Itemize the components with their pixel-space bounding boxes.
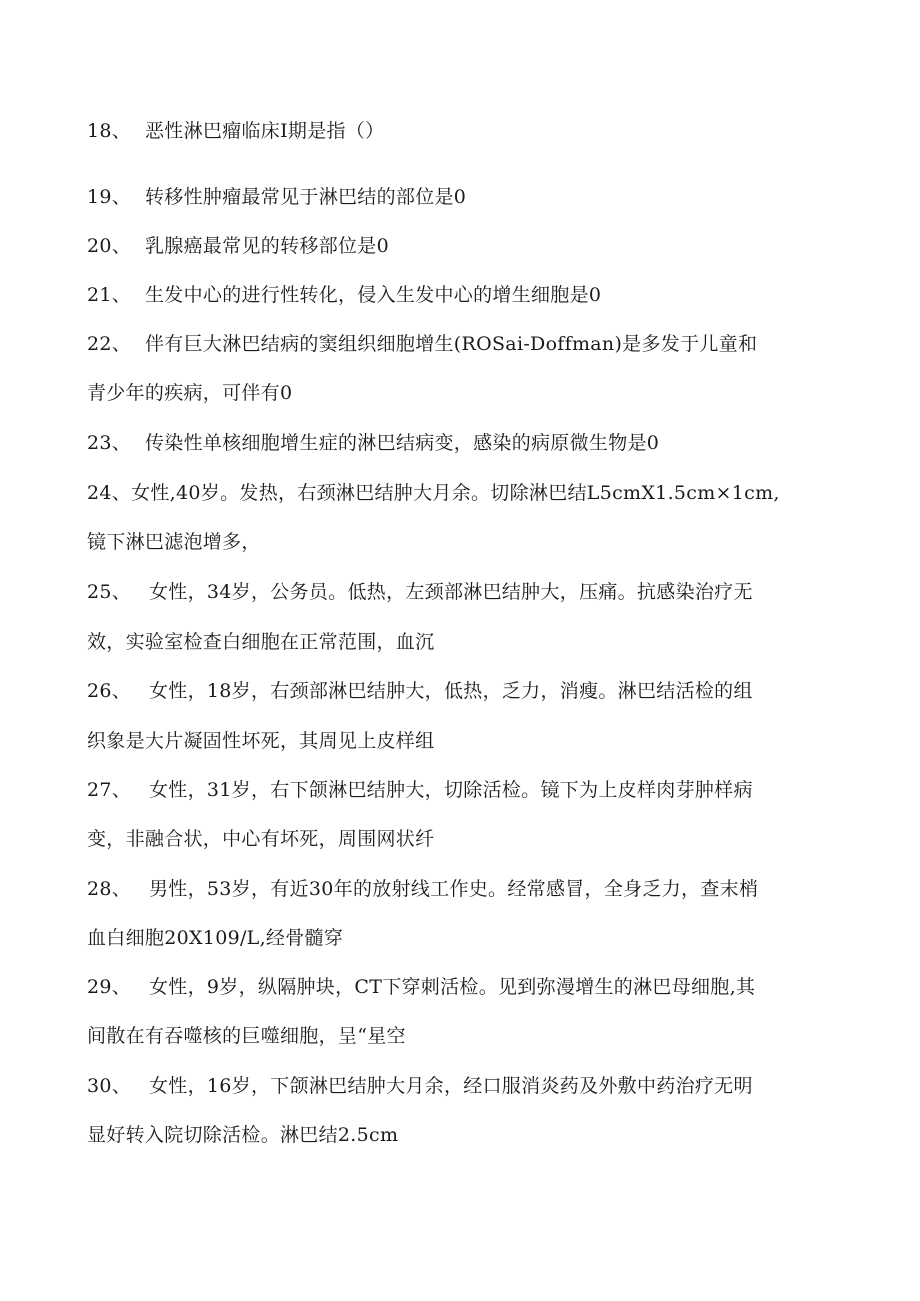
question-number: 18、 (87, 120, 132, 142)
question-text: 女性，9岁，纵隔肿块，CT下穿刺活检。见到弥漫增生的淋巴母细胞,其 (149, 976, 756, 998)
question-number: 27、 (87, 779, 132, 801)
question-30-continuation (87, 1122, 837, 1148)
question-number: 21、 (87, 284, 132, 306)
question-text: 青少年的疾病，可伴有0 (87, 382, 293, 404)
question-text: 织象是大片凝固性坏死，其周见上皮样组 (87, 730, 435, 752)
question-number: 28、 (87, 878, 132, 900)
question-28 (87, 876, 837, 902)
question-number: 20、 (87, 235, 132, 257)
question-21 (87, 282, 837, 308)
question-24-continuation (87, 529, 837, 555)
question-text: 生发中心的进行性转化，侵入生发中心的增生细胞是0 (145, 284, 602, 306)
question-text: 效，实验室检查白细胞在正常范围，血沉 (87, 631, 435, 653)
question-number: 26、 (87, 680, 132, 702)
question-28-continuation (87, 925, 837, 951)
question-number: 23、 (87, 432, 132, 454)
question-text: 女性，31岁，右下颌淋巴结肿大，切除活检。镜下为上皮样肉芽肿样病 (149, 779, 753, 801)
question-26-continuation (87, 728, 837, 754)
question-number: 24、 (87, 482, 132, 504)
question-text: 女性,40岁。发热，右颈淋巴结肿大月余。切除淋巴结L5cmX1.5cm×1cm, (131, 482, 780, 504)
question-23 (87, 430, 837, 456)
question-25-continuation (87, 629, 837, 655)
question-text: 女性，18岁，右颈部淋巴结肿大，低热，乏力，消瘦。淋巴结活检的组 (149, 680, 753, 702)
question-number: 25、 (87, 581, 132, 603)
question-27 (87, 777, 837, 803)
question-text: 女性，16岁，下颌淋巴结肿大月余，经口服消炎药及外敷中药治疗无明 (149, 1075, 753, 1097)
question-29-continuation (87, 1023, 837, 1049)
question-text: 乳腺癌最常见的转移部位是0 (145, 235, 389, 257)
question-text: 血白细胞20X109/L,经骨髓穿 (87, 927, 344, 949)
question-24 (87, 480, 837, 506)
question-text: 传染性单核细胞增生症的淋巴结病变，感染的病原微生物是0 (145, 432, 660, 454)
question-text: 显好转入院切除活检。淋巴结2.5cm (87, 1124, 399, 1146)
question-text: 恶性淋巴瘤临床Ⅰ期是指（） (145, 120, 385, 142)
question-number: 30、 (87, 1075, 132, 1097)
question-19 (87, 184, 837, 210)
question-text: 变，非融合状，中心有坏死，周围网状纤 (87, 828, 435, 850)
question-number: 19、 (87, 186, 132, 208)
question-text: 男性，53岁，有近30年的放射线工作史。经常感冒，全身乏力，查末梢 (149, 878, 759, 900)
question-text: 转移性肿瘤最常见于淋巴结的部位是0 (145, 186, 467, 208)
question-22-continuation (87, 380, 837, 406)
question-30 (87, 1073, 837, 1099)
question-text: 女性，34岁，公务员。低热，左颈部淋巴结肿大，压痛。抗感染治疗无 (149, 581, 753, 603)
question-text: 伴有巨大淋巴结病的窦组织细胞增生(ROSai-Doffman)是多发于儿童和 (145, 333, 758, 355)
question-27-continuation (87, 826, 837, 852)
question-number: 29、 (87, 976, 132, 998)
question-22 (87, 331, 837, 357)
question-29 (87, 974, 837, 1000)
question-number: 22、 (87, 333, 132, 355)
question-20 (87, 233, 837, 259)
question-text: 间散在有吞噬核的巨噬细胞，呈“星空 (87, 1025, 406, 1047)
question-26 (87, 678, 837, 704)
question-18 (87, 118, 837, 144)
question-25 (87, 579, 837, 605)
question-text: 镜下淋巴滤泡增多， (87, 531, 261, 553)
